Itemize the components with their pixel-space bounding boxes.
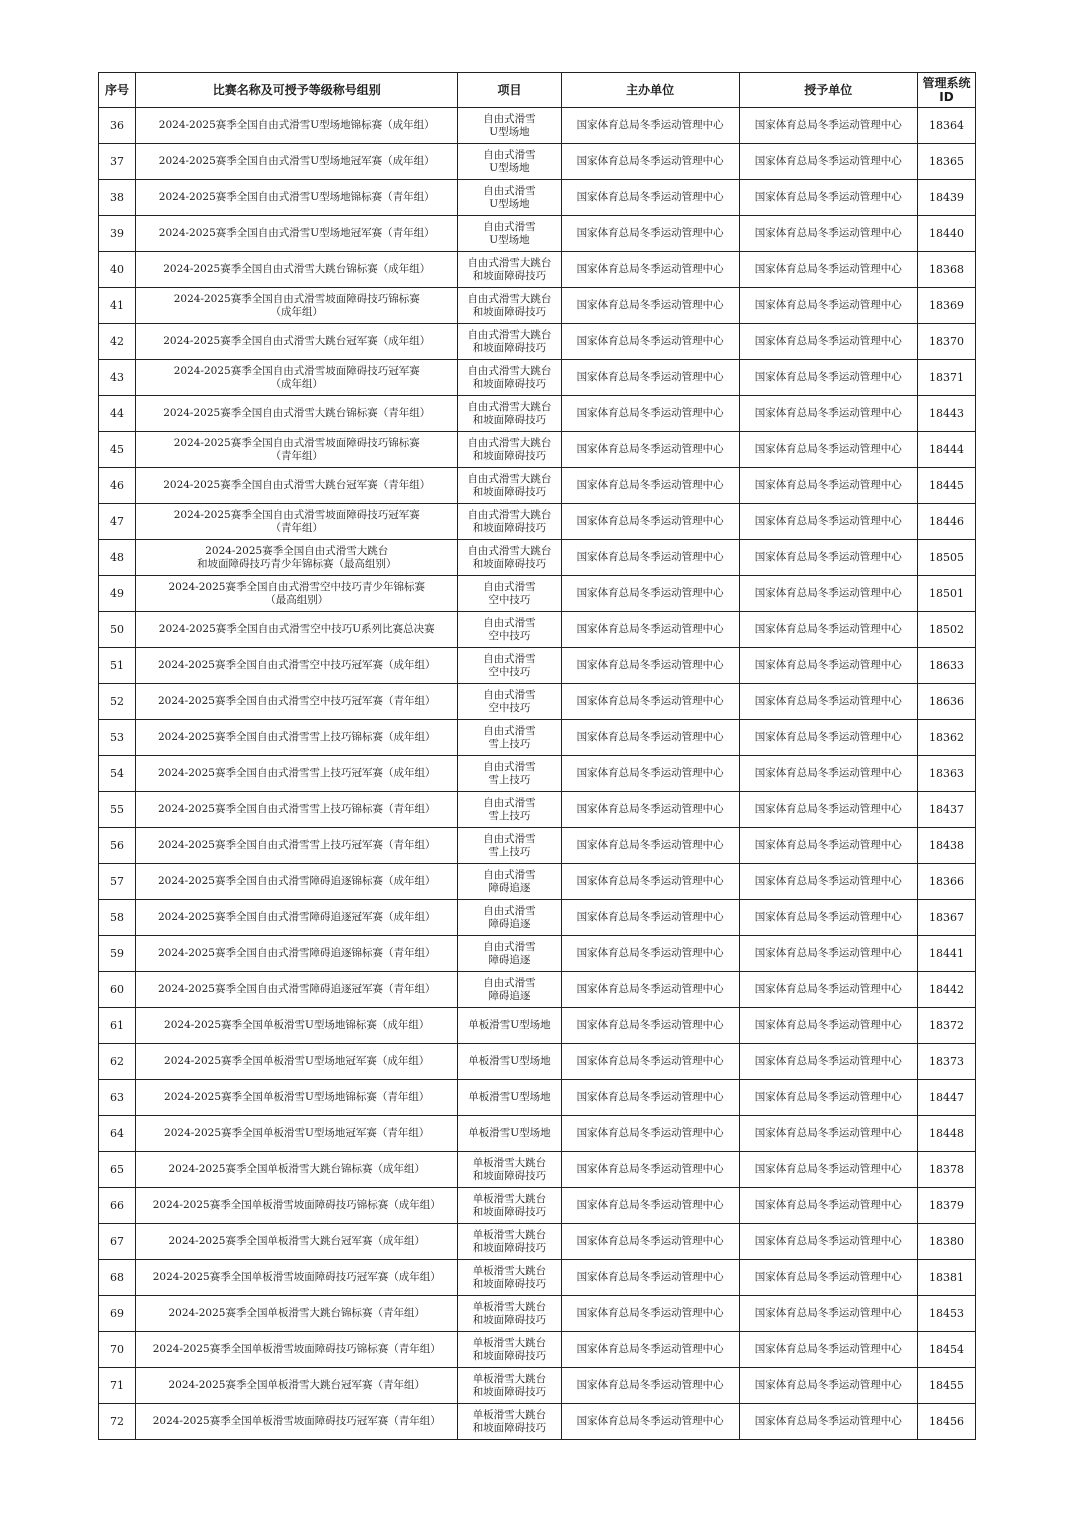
cell-seq: 69 (99, 1296, 136, 1332)
cell-system-id: 18370 (917, 324, 975, 360)
cell-project: 自由式滑雪大跳台 和坡面障碍技巧 (458, 396, 561, 432)
cell-system-id: 18369 (917, 288, 975, 324)
cell-system-id: 18373 (917, 1044, 975, 1080)
cell-competition-name: 2024-2025赛季全国单板滑雪坡面障碍技巧冠军赛（成年组） (136, 1260, 458, 1296)
cell-seq: 60 (99, 972, 136, 1008)
cell-grant: 国家体育总局冬季运动管理中心 (739, 864, 917, 900)
cell-host: 国家体育总局冬季运动管理中心 (561, 1332, 739, 1368)
cell-grant: 国家体育总局冬季运动管理中心 (739, 756, 917, 792)
table-row (99, 288, 976, 324)
cell-grant: 国家体育总局冬季运动管理中心 (739, 1224, 917, 1260)
cell-project: 单板滑雪U型场地 (458, 1116, 561, 1152)
cell-grant: 国家体育总局冬季运动管理中心 (739, 684, 917, 720)
cell-seq: 46 (99, 468, 136, 504)
cell-competition-name: 2024-2025赛季全国自由式滑雪U型场地冠军赛（青年组） (136, 216, 458, 252)
cell-system-id: 18365 (917, 144, 975, 180)
cell-competition-name: 2024-2025赛季全国自由式滑雪雪上技巧冠军赛（青年组） (136, 828, 458, 864)
cell-host: 国家体育总局冬季运动管理中心 (561, 1260, 739, 1296)
table-row (99, 1152, 976, 1188)
cell-grant: 国家体育总局冬季运动管理中心 (739, 216, 917, 252)
cell-system-id: 18446 (917, 504, 975, 540)
cell-system-id: 18445 (917, 468, 975, 504)
cell-competition-name: 2024-2025赛季全国单板滑雪坡面障碍技巧锦标赛（青年组） (136, 1332, 458, 1368)
table-row (99, 1296, 976, 1332)
cell-seq: 62 (99, 1044, 136, 1080)
cell-grant: 国家体育总局冬季运动管理中心 (739, 180, 917, 216)
table-row (99, 648, 976, 684)
table-row (99, 504, 976, 540)
table-row (99, 1008, 976, 1044)
cell-project: 单板滑雪U型场地 (458, 1044, 561, 1080)
cell-grant: 国家体育总局冬季运动管理中心 (739, 540, 917, 576)
cell-seq: 64 (99, 1116, 136, 1152)
cell-grant: 国家体育总局冬季运动管理中心 (739, 1080, 917, 1116)
cell-competition-name: 2024-2025赛季全国单板滑雪大跳台冠军赛（成年组） (136, 1224, 458, 1260)
cell-system-id: 18453 (917, 1296, 975, 1332)
cell-host: 国家体育总局冬季运动管理中心 (561, 1044, 739, 1080)
cell-system-id: 18636 (917, 684, 975, 720)
cell-host: 国家体育总局冬季运动管理中心 (561, 216, 739, 252)
cell-competition-name: 2024-2025赛季全国单板滑雪坡面障碍技巧锦标赛（成年组） (136, 1188, 458, 1224)
table-row (99, 936, 976, 972)
cell-host: 国家体育总局冬季运动管理中心 (561, 972, 739, 1008)
table-row (99, 1332, 976, 1368)
table-row (99, 576, 976, 612)
cell-competition-name: 2024-2025赛季全国自由式滑雪坡面障碍技巧锦标赛 （成年组） (136, 288, 458, 324)
cell-grant: 国家体育总局冬季运动管理中心 (739, 108, 917, 144)
cell-grant: 国家体育总局冬季运动管理中心 (739, 1260, 917, 1296)
cell-grant: 国家体育总局冬季运动管理中心 (739, 648, 917, 684)
cell-grant: 国家体育总局冬季运动管理中心 (739, 1116, 917, 1152)
cell-competition-name: 2024-2025赛季全国单板滑雪大跳台冠军赛（青年组） (136, 1368, 458, 1404)
cell-seq: 39 (99, 216, 136, 252)
cell-seq: 49 (99, 576, 136, 612)
cell-host: 国家体育总局冬季运动管理中心 (561, 540, 739, 576)
cell-host: 国家体育总局冬季运动管理中心 (561, 432, 739, 468)
cell-project: 自由式滑雪大跳台 和坡面障碍技巧 (458, 360, 561, 396)
cell-competition-name: 2024-2025赛季全国单板滑雪U型场地冠军赛（成年组） (136, 1044, 458, 1080)
cell-project: 单板滑雪U型场地 (458, 1008, 561, 1044)
table-row (99, 684, 976, 720)
cell-system-id: 18363 (917, 756, 975, 792)
cell-seq: 57 (99, 864, 136, 900)
cell-grant: 国家体育总局冬季运动管理中心 (739, 936, 917, 972)
cell-grant: 国家体育总局冬季运动管理中心 (739, 1152, 917, 1188)
cell-project: 自由式滑雪 雪上技巧 (458, 828, 561, 864)
table-row (99, 900, 976, 936)
cell-project: 自由式滑雪 空中技巧 (458, 648, 561, 684)
table-row (99, 828, 976, 864)
cell-competition-name: 2024-2025赛季全国自由式滑雪障碍追逐冠军赛（青年组） (136, 972, 458, 1008)
cell-competition-name: 2024-2025赛季全国自由式滑雪U型场地锦标赛（成年组） (136, 108, 458, 144)
cell-competition-name: 2024-2025赛季全国自由式滑雪U型场地冠军赛（成年组） (136, 144, 458, 180)
table-row (99, 756, 976, 792)
cell-competition-name: 2024-2025赛季全国单板滑雪U型场地冠军赛（青年组） (136, 1116, 458, 1152)
cell-host: 国家体育总局冬季运动管理中心 (561, 1008, 739, 1044)
cell-project: 自由式滑雪 空中技巧 (458, 612, 561, 648)
cell-system-id: 18367 (917, 900, 975, 936)
cell-system-id: 18380 (917, 1224, 975, 1260)
cell-host: 国家体育总局冬季运动管理中心 (561, 144, 739, 180)
cell-system-id: 18440 (917, 216, 975, 252)
cell-system-id: 18444 (917, 432, 975, 468)
cell-project: 单板滑雪U型场地 (458, 1080, 561, 1116)
table-row (99, 1080, 976, 1116)
table-row (99, 396, 976, 432)
cell-project: 自由式滑雪大跳台 和坡面障碍技巧 (458, 468, 561, 504)
cell-grant: 国家体育总局冬季运动管理中心 (739, 504, 917, 540)
cell-grant: 国家体育总局冬季运动管理中心 (739, 900, 917, 936)
cell-seq: 50 (99, 612, 136, 648)
cell-system-id: 18456 (917, 1404, 975, 1440)
cell-host: 国家体育总局冬季运动管理中心 (561, 504, 739, 540)
cell-system-id: 18366 (917, 864, 975, 900)
header-host: 主办单位 (561, 73, 739, 108)
cell-system-id: 18381 (917, 1260, 975, 1296)
cell-seq: 37 (99, 144, 136, 180)
cell-host: 国家体育总局冬季运动管理中心 (561, 756, 739, 792)
cell-project: 自由式滑雪大跳台 和坡面障碍技巧 (458, 324, 561, 360)
cell-host: 国家体育总局冬季运动管理中心 (561, 1368, 739, 1404)
cell-grant: 国家体育总局冬季运动管理中心 (739, 1296, 917, 1332)
cell-grant: 国家体育总局冬季运动管理中心 (739, 612, 917, 648)
cell-host: 国家体育总局冬季运动管理中心 (561, 180, 739, 216)
cell-competition-name: 2024-2025赛季全国自由式滑雪雪上技巧锦标赛（青年组） (136, 792, 458, 828)
cell-grant: 国家体育总局冬季运动管理中心 (739, 828, 917, 864)
cell-seq: 52 (99, 684, 136, 720)
cell-host: 国家体育总局冬季运动管理中心 (561, 108, 739, 144)
header-seq: 序号 (99, 73, 136, 108)
cell-host: 国家体育总局冬季运动管理中心 (561, 1152, 739, 1188)
table-row (99, 972, 976, 1008)
cell-grant: 国家体育总局冬季运动管理中心 (739, 792, 917, 828)
cell-competition-name: 2024-2025赛季全国单板滑雪U型场地锦标赛（成年组） (136, 1008, 458, 1044)
cell-grant: 国家体育总局冬季运动管理中心 (739, 972, 917, 1008)
cell-grant: 国家体育总局冬季运动管理中心 (739, 1368, 917, 1404)
cell-host: 国家体育总局冬季运动管理中心 (561, 720, 739, 756)
cell-grant: 国家体育总局冬季运动管理中心 (739, 576, 917, 612)
cell-project: 自由式滑雪 雪上技巧 (458, 756, 561, 792)
cell-host: 国家体育总局冬季运动管理中心 (561, 288, 739, 324)
cell-system-id: 18368 (917, 252, 975, 288)
table-row (99, 792, 976, 828)
cell-competition-name: 2024-2025赛季全国自由式滑雪雪上技巧冠军赛（成年组） (136, 756, 458, 792)
cell-competition-name: 2024-2025赛季全国自由式滑雪空中技巧冠军赛（青年组） (136, 684, 458, 720)
cell-project: 自由式滑雪 障碍追逐 (458, 864, 561, 900)
cell-seq: 38 (99, 180, 136, 216)
table-row (99, 1260, 976, 1296)
cell-system-id: 18447 (917, 1080, 975, 1116)
cell-project: 自由式滑雪 障碍追逐 (458, 936, 561, 972)
table-row (99, 252, 976, 288)
cell-host: 国家体育总局冬季运动管理中心 (561, 1404, 739, 1440)
cell-seq: 59 (99, 936, 136, 972)
cell-grant: 国家体育总局冬季运动管理中心 (739, 468, 917, 504)
cell-host: 国家体育总局冬季运动管理中心 (561, 792, 739, 828)
cell-seq: 72 (99, 1404, 136, 1440)
cell-seq: 51 (99, 648, 136, 684)
cell-project: 自由式滑雪大跳台 和坡面障碍技巧 (458, 288, 561, 324)
cell-project: 单板滑雪大跳台 和坡面障碍技巧 (458, 1404, 561, 1440)
cell-grant: 国家体育总局冬季运动管理中心 (739, 1332, 917, 1368)
cell-project: 单板滑雪大跳台 和坡面障碍技巧 (458, 1224, 561, 1260)
table-row (99, 216, 976, 252)
cell-grant: 国家体育总局冬季运动管理中心 (739, 360, 917, 396)
cell-host: 国家体育总局冬季运动管理中心 (561, 324, 739, 360)
cell-seq: 61 (99, 1008, 136, 1044)
cell-competition-name: 2024-2025赛季全国自由式滑雪空中技巧U系列比赛总决赛 (136, 612, 458, 648)
cell-seq: 67 (99, 1224, 136, 1260)
cell-grant: 国家体育总局冬季运动管理中心 (739, 396, 917, 432)
cell-host: 国家体育总局冬季运动管理中心 (561, 1224, 739, 1260)
cell-system-id: 18502 (917, 612, 975, 648)
cell-project: 单板滑雪大跳台 和坡面障碍技巧 (458, 1296, 561, 1332)
cell-grant: 国家体育总局冬季运动管理中心 (739, 1404, 917, 1440)
cell-project: 自由式滑雪 U型场地 (458, 180, 561, 216)
cell-host: 国家体育总局冬季运动管理中心 (561, 1188, 739, 1224)
cell-system-id: 18448 (917, 1116, 975, 1152)
cell-project: 单板滑雪大跳台 和坡面障碍技巧 (458, 1188, 561, 1224)
cell-project: 自由式滑雪 U型场地 (458, 216, 561, 252)
cell-project: 自由式滑雪 障碍追逐 (458, 900, 561, 936)
cell-project: 单板滑雪大跳台 和坡面障碍技巧 (458, 1152, 561, 1188)
cell-system-id: 18633 (917, 648, 975, 684)
cell-project: 自由式滑雪大跳台 和坡面障碍技巧 (458, 252, 561, 288)
header-name: 比赛名称及可授予等级称号组别 (136, 73, 458, 108)
cell-competition-name: 2024-2025赛季全国自由式滑雪雪上技巧锦标赛（成年组） (136, 720, 458, 756)
cell-grant: 国家体育总局冬季运动管理中心 (739, 144, 917, 180)
cell-system-id: 18454 (917, 1332, 975, 1368)
table-row (99, 1044, 976, 1080)
cell-host: 国家体育总局冬季运动管理中心 (561, 1116, 739, 1152)
cell-host: 国家体育总局冬季运动管理中心 (561, 900, 739, 936)
cell-grant: 国家体育总局冬季运动管理中心 (739, 720, 917, 756)
cell-grant: 国家体育总局冬季运动管理中心 (739, 324, 917, 360)
cell-seq: 42 (99, 324, 136, 360)
cell-seq: 66 (99, 1188, 136, 1224)
cell-project: 自由式滑雪大跳台 和坡面障碍技巧 (458, 540, 561, 576)
cell-seq: 41 (99, 288, 136, 324)
cell-competition-name: 2024-2025赛季全国自由式滑雪大跳台 和坡面障碍技巧青少年锦标赛（最高组别） (136, 540, 458, 576)
cell-competition-name: 2024-2025赛季全国自由式滑雪大跳台冠军赛（青年组） (136, 468, 458, 504)
cell-system-id: 18362 (917, 720, 975, 756)
cell-system-id: 18439 (917, 180, 975, 216)
cell-grant: 国家体育总局冬季运动管理中心 (739, 1188, 917, 1224)
cell-host: 国家体育总局冬季运动管理中心 (561, 576, 739, 612)
header-grant: 授予单位 (739, 73, 917, 108)
competition-table (98, 72, 976, 1440)
cell-project: 自由式滑雪大跳台 和坡面障碍技巧 (458, 504, 561, 540)
cell-competition-name: 2024-2025赛季全国自由式滑雪坡面障碍技巧锦标赛 （青年组） (136, 432, 458, 468)
cell-seq: 68 (99, 1260, 136, 1296)
header-project: 项目 (458, 73, 561, 108)
cell-seq: 58 (99, 900, 136, 936)
cell-seq: 56 (99, 828, 136, 864)
cell-project: 自由式滑雪 U型场地 (458, 144, 561, 180)
header-id: 管理系统 ID (917, 73, 975, 108)
cell-seq: 45 (99, 432, 136, 468)
table-row (99, 1116, 976, 1152)
cell-project: 自由式滑雪 雪上技巧 (458, 792, 561, 828)
cell-grant: 国家体育总局冬季运动管理中心 (739, 1044, 917, 1080)
cell-system-id: 18455 (917, 1368, 975, 1404)
cell-host: 国家体育总局冬季运动管理中心 (561, 360, 739, 396)
cell-project: 单板滑雪大跳台 和坡面障碍技巧 (458, 1332, 561, 1368)
table-row (99, 1188, 976, 1224)
table-row (99, 468, 976, 504)
cell-system-id: 18438 (917, 828, 975, 864)
table-body (99, 108, 976, 1440)
cell-competition-name: 2024-2025赛季全国自由式滑雪大跳台冠军赛（成年组） (136, 324, 458, 360)
cell-competition-name: 2024-2025赛季全国单板滑雪U型场地锦标赛（青年组） (136, 1080, 458, 1116)
cell-seq: 48 (99, 540, 136, 576)
cell-competition-name: 2024-2025赛季全国单板滑雪坡面障碍技巧冠军赛（青年组） (136, 1404, 458, 1440)
table-row (99, 720, 976, 756)
cell-competition-name: 2024-2025赛季全国自由式滑雪坡面障碍技巧冠军赛 （成年组） (136, 360, 458, 396)
table-header (99, 73, 976, 108)
cell-seq: 47 (99, 504, 136, 540)
cell-system-id: 18379 (917, 1188, 975, 1224)
cell-system-id: 18378 (917, 1152, 975, 1188)
cell-project: 自由式滑雪 空中技巧 (458, 684, 561, 720)
table-row (99, 180, 976, 216)
table-row (99, 864, 976, 900)
cell-seq: 40 (99, 252, 136, 288)
cell-seq: 71 (99, 1368, 136, 1404)
cell-system-id: 18441 (917, 936, 975, 972)
cell-host: 国家体育总局冬季运动管理中心 (561, 252, 739, 288)
cell-system-id: 18505 (917, 540, 975, 576)
cell-project: 单板滑雪大跳台 和坡面障碍技巧 (458, 1260, 561, 1296)
cell-competition-name: 2024-2025赛季全国自由式滑雪空中技巧青少年锦标赛 （最高组别） (136, 576, 458, 612)
cell-seq: 65 (99, 1152, 136, 1188)
cell-competition-name: 2024-2025赛季全国自由式滑雪障碍追逐冠军赛（成年组） (136, 900, 458, 936)
cell-project: 自由式滑雪 空中技巧 (458, 576, 561, 612)
cell-host: 国家体育总局冬季运动管理中心 (561, 1080, 739, 1116)
table-row (99, 144, 976, 180)
cell-host: 国家体育总局冬季运动管理中心 (561, 684, 739, 720)
cell-competition-name: 2024-2025赛季全国自由式滑雪大跳台锦标赛（成年组） (136, 252, 458, 288)
cell-project: 自由式滑雪大跳台 和坡面障碍技巧 (458, 432, 561, 468)
table-row (99, 540, 976, 576)
cell-seq: 70 (99, 1332, 136, 1368)
cell-host: 国家体育总局冬季运动管理中心 (561, 864, 739, 900)
cell-project: 单板滑雪大跳台 和坡面障碍技巧 (458, 1368, 561, 1404)
table-row (99, 1368, 976, 1404)
cell-project: 自由式滑雪 雪上技巧 (458, 720, 561, 756)
cell-competition-name: 2024-2025赛季全国自由式滑雪U型场地锦标赛（青年组） (136, 180, 458, 216)
cell-system-id: 18443 (917, 396, 975, 432)
cell-project: 自由式滑雪 U型场地 (458, 108, 561, 144)
cell-grant: 国家体育总局冬季运动管理中心 (739, 432, 917, 468)
cell-system-id: 18501 (917, 576, 975, 612)
cell-host: 国家体育总局冬季运动管理中心 (561, 396, 739, 432)
cell-host: 国家体育总局冬季运动管理中心 (561, 612, 739, 648)
cell-seq: 36 (99, 108, 136, 144)
cell-grant: 国家体育总局冬季运动管理中心 (739, 252, 917, 288)
table-row (99, 432, 976, 468)
cell-seq: 53 (99, 720, 136, 756)
cell-host: 国家体育总局冬季运动管理中心 (561, 648, 739, 684)
cell-competition-name: 2024-2025赛季全国自由式滑雪空中技巧冠军赛（成年组） (136, 648, 458, 684)
cell-competition-name: 2024-2025赛季全国自由式滑雪坡面障碍技巧冠军赛 （青年组） (136, 504, 458, 540)
table-row (99, 1224, 976, 1260)
cell-seq: 43 (99, 360, 136, 396)
cell-project: 自由式滑雪 障碍追逐 (458, 972, 561, 1008)
cell-competition-name: 2024-2025赛季全国单板滑雪大跳台锦标赛（成年组） (136, 1152, 458, 1188)
cell-grant: 国家体育总局冬季运动管理中心 (739, 288, 917, 324)
cell-competition-name: 2024-2025赛季全国自由式滑雪大跳台锦标赛（青年组） (136, 396, 458, 432)
cell-grant: 国家体育总局冬季运动管理中心 (739, 1008, 917, 1044)
cell-seq: 63 (99, 1080, 136, 1116)
cell-system-id: 18372 (917, 1008, 975, 1044)
header-row (99, 73, 976, 108)
cell-competition-name: 2024-2025赛季全国单板滑雪大跳台锦标赛（青年组） (136, 1296, 458, 1332)
cell-host: 国家体育总局冬季运动管理中心 (561, 936, 739, 972)
cell-host: 国家体育总局冬季运动管理中心 (561, 828, 739, 864)
cell-seq: 44 (99, 396, 136, 432)
cell-seq: 54 (99, 756, 136, 792)
table-row (99, 360, 976, 396)
cell-host: 国家体育总局冬季运动管理中心 (561, 468, 739, 504)
cell-system-id: 18442 (917, 972, 975, 1008)
table-row (99, 324, 976, 360)
cell-system-id: 18364 (917, 108, 975, 144)
cell-system-id: 18371 (917, 360, 975, 396)
table-row (99, 1404, 976, 1440)
table-row (99, 108, 976, 144)
table-row (99, 612, 976, 648)
cell-competition-name: 2024-2025赛季全国自由式滑雪障碍追逐锦标赛（成年组） (136, 864, 458, 900)
cell-system-id: 18437 (917, 792, 975, 828)
cell-competition-name: 2024-2025赛季全国自由式滑雪障碍追逐锦标赛（青年组） (136, 936, 458, 972)
cell-seq: 55 (99, 792, 136, 828)
cell-host: 国家体育总局冬季运动管理中心 (561, 1296, 739, 1332)
